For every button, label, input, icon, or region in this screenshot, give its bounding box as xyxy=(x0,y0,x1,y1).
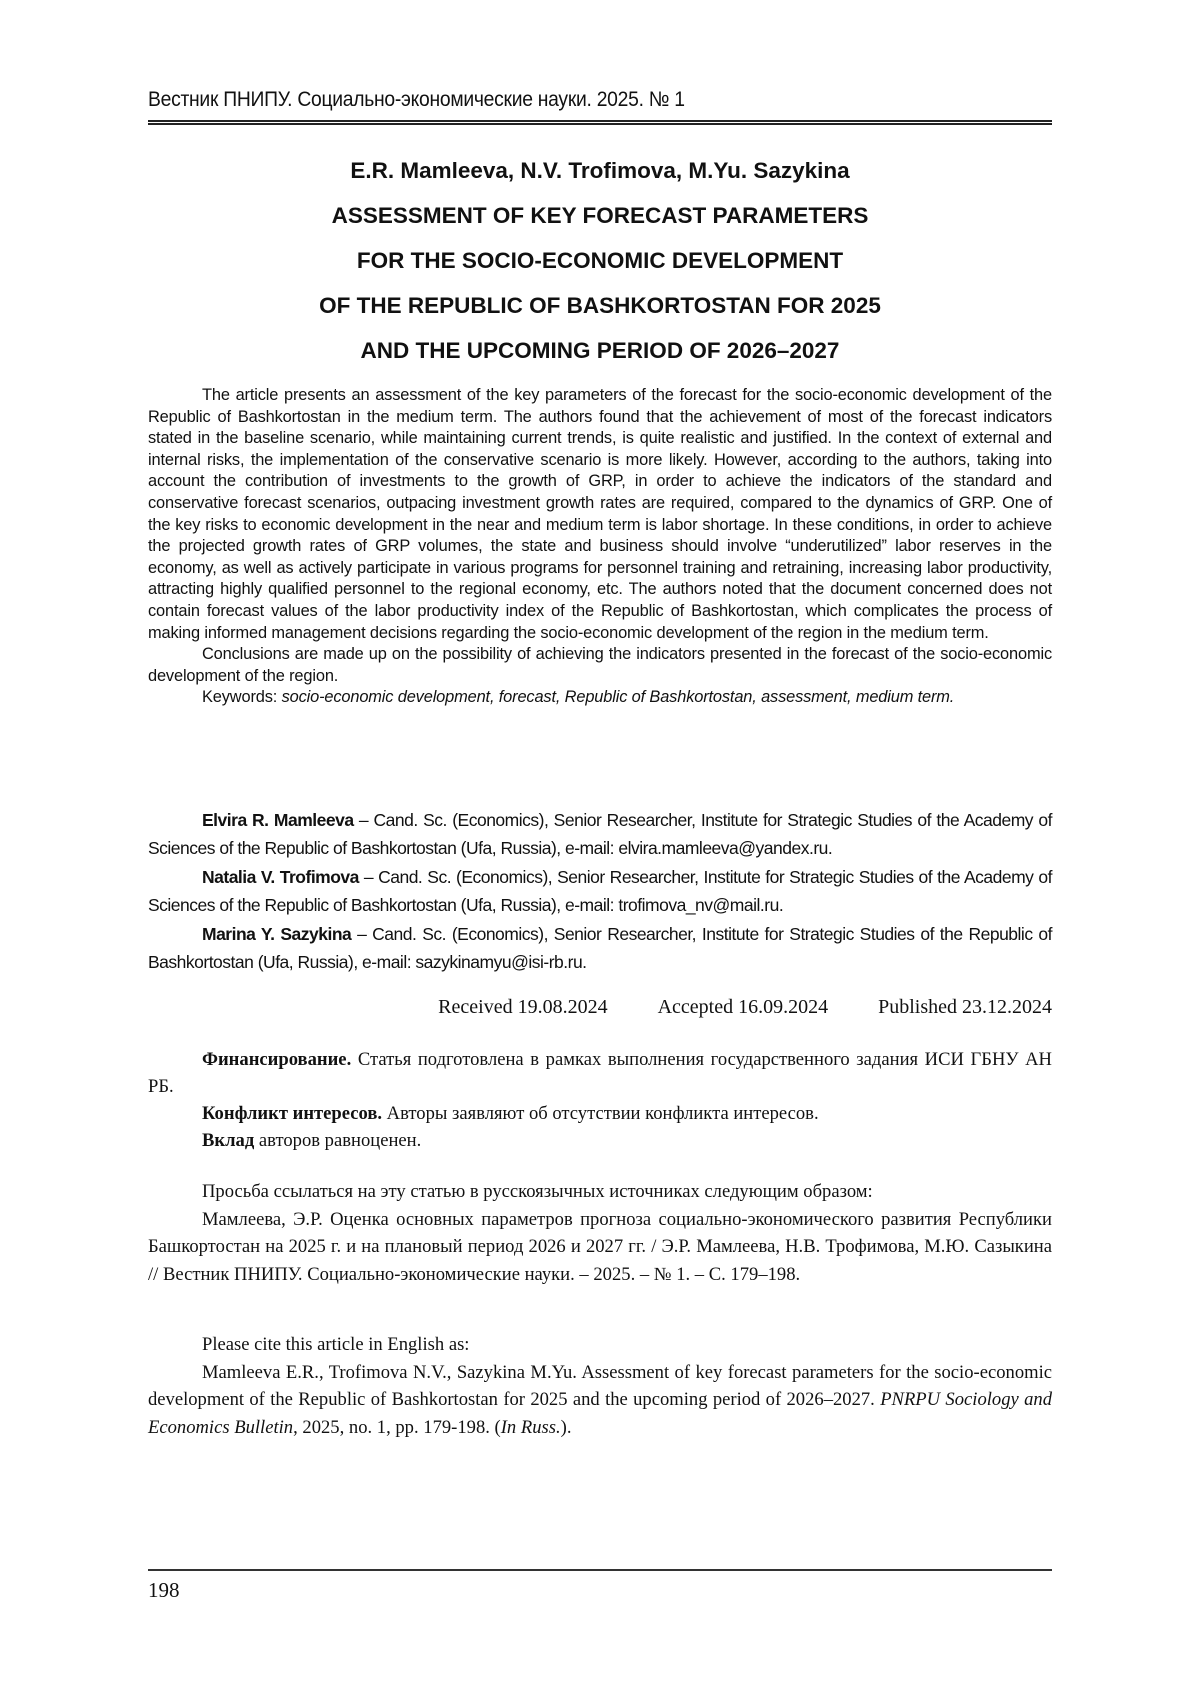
author-info xyxy=(148,806,1052,976)
author-details: – Cand. Sc. (Economics), Senior Researcher, Institute for Strategic Studies of the Academy of Sciences of the Republic of Bashkortostan (Ufa, Russia), e-mail: elvira.mamleeva@yandex.ru. xyxy=(148,810,1052,859)
citation-main: Mamleeva E.R., Trofimova N.V., Sazykina M.Yu. Assessment of key forecast parameters for the socio-economic development of the Republic of Bashkortostan for 2025 and the upcoming period of 2026–2027. xyxy=(148,1361,1052,1410)
author-details: – Cand. Sc. (Economics), Senior Researcher, Institute for Strategic Studies of the Republic of Bashkortostan (Ufa, Russia), e-mail: sazykinamyu@isi-rb.ru. xyxy=(148,923,1052,973)
author-entry xyxy=(148,863,1052,920)
keywords-label: Keywords: xyxy=(202,688,282,707)
citation-text: Мамлеева, Э.Р. Оценка основных параметров прогноза социально-экономического развития Республики Башкортостан на 2025 г. и на плановый период 2026 и 2027 гг. / Э.Р. Мамлеева, Н.В. Трофимова, М.Ю. Сазыкина // Вестник ПНИПУ. Социально-экономические науки. – 2025. – № 1. – С. 179–198. xyxy=(148,1208,1052,1285)
article-heading xyxy=(148,156,1052,381)
keywords-value: socio-economic development, forecast, Republic of Bashkortostan, assessment, medium term. xyxy=(281,688,955,707)
citation-intro: Просьба ссылаться на эту статью в русскоязычных источниках следующим образом: xyxy=(202,1181,873,1202)
authors-line: E.R. Mamleeva, N.V. Trofimova, M.Yu. Sazykina xyxy=(350,158,850,183)
received-date: Received 19.08.2024 xyxy=(438,996,608,1018)
abstract xyxy=(148,385,1052,709)
published-date: Published 23.12.2024 xyxy=(878,996,1052,1018)
abstract-paragraph: Conclusions are made up on the possibility of achieving the indicators presented in the forecast of the socio-economic development of the region. xyxy=(148,645,1052,685)
citation-journal: PNRPU Sociology and Economics Bulletin xyxy=(148,1389,1052,1438)
contribution-label: Вклад xyxy=(202,1130,255,1151)
author-entry xyxy=(148,920,1052,977)
keywords xyxy=(148,687,1052,709)
running-header: Вестник ПНИПУ. Социально-экономические науки. 2025. № 1 xyxy=(148,88,685,111)
article-dates xyxy=(388,996,1052,1019)
title-line: OF THE REPUBLIC OF BASHKORTOSTAN FOR 2025 xyxy=(319,293,881,318)
citation-english xyxy=(148,1331,1052,1441)
title-line: ASSESSMENT OF KEY FORECAST PARAMETERS xyxy=(331,203,869,228)
funding-text: Статья подготовлена в рамках выполнения государственного задания ИСИ ГБНУ АН РБ. xyxy=(148,1049,1052,1097)
author-name: Elvira R. Mamleeva xyxy=(202,810,354,830)
conflict-text: Авторы заявляют об отсутствии конфликта интересов. xyxy=(382,1103,819,1124)
contribution-note xyxy=(148,1127,1052,1154)
author-entry xyxy=(148,806,1052,863)
accepted-date: Accepted 16.09.2024 xyxy=(657,996,829,1018)
author-details: – Cand. Sc. (Economics), Senior Researcher, Institute for Strategic Studies of the Academy of Sciences of the Republic of Bashkortostan (Ufa, Russia), e-mail: trofimova_nv@mail.ru. xyxy=(148,866,1052,916)
citation-pages: , 2025, no. 1, pp. 179-198. ( xyxy=(293,1416,501,1438)
author-name: Marina Y. Sazykina xyxy=(202,923,352,944)
contribution-text: авторов равноценен. xyxy=(254,1130,422,1151)
citation-text xyxy=(148,1359,1052,1442)
funding-section xyxy=(148,1046,1052,1154)
conflict-label: Конфликт интересов. xyxy=(202,1103,383,1124)
citation-intro: Please cite this article in English as: xyxy=(202,1334,470,1355)
citation-russian xyxy=(148,1178,1052,1288)
funding-note xyxy=(148,1046,1052,1100)
title-line: AND THE UPCOMING PERIOD OF 2026–2027 xyxy=(360,338,840,363)
header-rule xyxy=(148,120,1052,125)
footer-rule xyxy=(148,1569,1052,1571)
title-line: FOR THE SOCIO-ECONOMIC DEVELOPMENT xyxy=(356,248,844,273)
author-name: Natalia V. Trofimova xyxy=(202,866,359,887)
citation-language: In Russ. xyxy=(500,1416,561,1438)
funding-label: Финансирование. xyxy=(202,1049,352,1070)
citation-closing: ). xyxy=(560,1416,572,1438)
conflict-note xyxy=(148,1100,1052,1127)
abstract-paragraph: The article presents an assessment of the key parameters of the forecast for the socio-economic development of the Republic of Bashkortostan in the medium term. The authors found that the achievement of most of the forecast indicators stated in the baseline scenario, while maintaining current trends, is quite realistic and justified. In the context of external and internal risks, the implementation of the conservative scenario is more likely. However, according to the authors, taking into account the contribution of investments to the growth of GRP, in order to achieve the indicators of the standard and conservative forecast scenarios, outpacing investment growth rates are required, compared to the dynamics of GRP. One of the key risks to economic development in the near and medium term is labor shortage. In these conditions, in order to achieve the projected growth rates of GRP volumes, the state and business should involve “underutilized” labor reserves in the economy, as well as actively participate in various programs for personnel training and retraining, increasing labor productivity, attracting highly qualified personnel to the regional economy, etc. The authors noted that the document concerned does not contain forecast values of the labor productivity index of the Republic of Bashkortostan, which complicates the process of making informed management decisions regarding the socio-economic development of the region in the medium term. xyxy=(148,386,1052,642)
page-number: 198 xyxy=(148,1578,180,1602)
